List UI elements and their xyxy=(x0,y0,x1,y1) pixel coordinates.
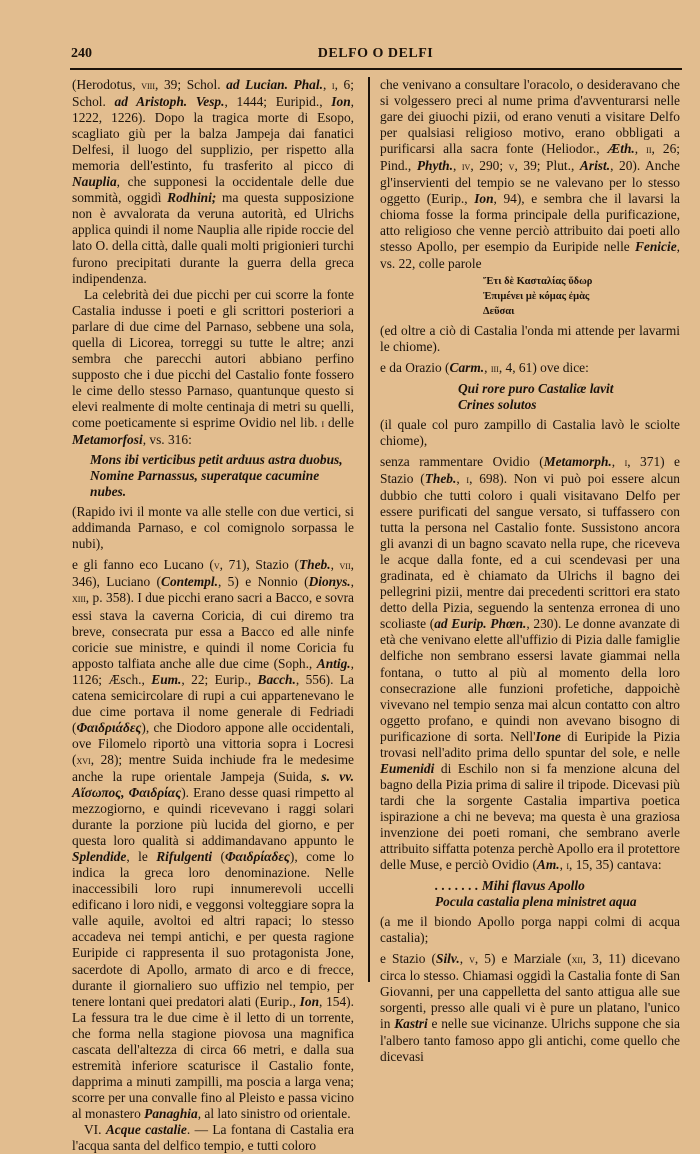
text-run: , 3, 11) dicevano circa lo stesso. Chiamasi oggidì la Castalia fonte di San Giovanni, per una cappelletta del santo attigua alle sue sorgenti, presso alle quali vi è pure un platano, l'unico in xyxy=(380,951,680,1032)
emphasized-text: ad Lucian. Phal. xyxy=(226,77,323,92)
quote-line: Crines solutos xyxy=(458,396,537,412)
text-run: , le xyxy=(126,849,157,865)
emphasized-text: Phyth. xyxy=(416,158,453,174)
emphasized-text: Theb. xyxy=(424,470,457,486)
emphasized-text: ad Aristoph. Vesp. xyxy=(114,94,225,110)
text-run: , 290; xyxy=(470,158,509,174)
text-run: ). Erano desse quasi rimpetto al mezzogiorno, e quindi ricevevano i raggi solari durante la porzione più lucida del giorno, e per questa loro qualità si addimandavano appunto le xyxy=(72,785,354,849)
section-heading-paragraph xyxy=(72,1122,354,1154)
text-run: che venivano a consultare l'oracolo, o desideravano che si volgessero preci al nume prima d'avventurarsi nelle gare dei giuochi pizii, od erano venuti a visitare Delfo per qualsiasi religioso motivo, erano obbligati a purificarsi alla sacra fonte (Heliodor., xyxy=(380,77,680,157)
roman-numeral: xvi xyxy=(76,754,91,767)
roman-numeral: v xyxy=(213,560,220,573)
emphasized-text: Fenicie xyxy=(634,239,677,255)
emphasized-text: Antig. xyxy=(316,655,351,671)
emphasized-text: Ion xyxy=(299,993,320,1009)
page-header xyxy=(68,46,683,66)
roman-numeral: i xyxy=(331,80,335,92)
text-run: , p. 358). I due picchi erano sacri a Bacco, e sovra essi stava la caverna Coricia, di cui diremo tra breve, consecrata pur essa a Bacco ed alle ninfe coricie sue ministre, e quindi il nome Coricia fu apposto talfiata anche alle due cime (Soph., xyxy=(72,590,354,671)
emphasized-text: Ione xyxy=(535,728,561,744)
emphasized-text: Eumenidi xyxy=(380,760,435,776)
paragraph xyxy=(380,951,680,1064)
text-run: di Eschilo non si fa menzione alcuna del bagno della Pizia prima di salire il tripode. Dicevasi più tardi che la sorgente Castalia impartiva poetica ispirazione a chi ne beveva; ma questa è una graziosa invenzione dei poeti romani, che sembrano averle attribuito siffatta potenza perchè Apollo era il protettore delle Muse, e perciò Ovidio ( xyxy=(380,760,680,873)
text-run: . — La fontana di Castalia era l'acqua santa del delfico tempio, e tutti coloro xyxy=(72,1122,354,1154)
roman-numeral: iii xyxy=(490,362,499,375)
text-run: , 4, 61) ove dice: xyxy=(498,359,589,375)
text-run: , 1126; Æsch., xyxy=(72,655,354,687)
text-run: , 1222, 1226). Dopo la tragica morte di Esopo, scagliato giù per la balza Jampeja dai fanatici Delfesi, il luogo del supplizio, per rispetto alla memoria dell'estinto, fu trasferito al picco di xyxy=(72,94,354,174)
paragraph xyxy=(72,77,354,287)
emphasized-text: Ion xyxy=(474,191,494,207)
emphasized-text: Æth. xyxy=(607,141,635,157)
text-run: , xyxy=(611,453,625,469)
text-run: , 698). Non vi può poi essere alcun dubbio che tutti coloro i quali visitavano Delfo per essere purificati del sangue versato, si tuffassero con tutta la persona nel Castalio fonte. Sussistono ancora gli avanzi di un bagno scavato nella rupe, che riceveva le acque dalla fonte, ed a cui scendevasi per una gradinata, ed è chiamato da Ulrichs il bagno dei pellegrini pizii, mentre dai precedenti scrittori era stato detto della Pizia, seguendo la sentenza erronea di uno scoliaste ( xyxy=(380,470,680,632)
text-run: , 5) e Nonnio ( xyxy=(217,574,309,590)
emphasized-text: Panaghia xyxy=(144,1105,198,1121)
text-run: , 371) e Stazio ( xyxy=(380,453,680,486)
text-run: ), che Diodoro appone alle occidentali, ove Filomelo riportò una vittoria sopra i Locresi ( xyxy=(72,719,354,767)
text-run: , al lato sinistro od orientale. xyxy=(197,1105,351,1121)
latin-quote xyxy=(90,452,354,500)
text-run: ( xyxy=(212,849,225,865)
emphasized-text: Metamorph. xyxy=(543,453,612,469)
text-run: e gli fanno eco Lucano ( xyxy=(72,557,214,573)
text-run: e da Orazio ( xyxy=(380,359,450,375)
emphasized-text: Nauplia xyxy=(72,174,117,190)
roman-numeral: i xyxy=(566,860,569,873)
emphasized-text: Silv. xyxy=(436,951,460,967)
paragraph xyxy=(72,287,354,448)
text-run: La celebrità dei due picchi per cui scorre la fonte Castalia indusse i poeti e gli scrittori posteriori a parlare di due cime del Parnaso, sebbene una sola, quella di Licorea, torreggi su tutte le altre; anzi sembra che parecchi autori abbiano perfino supposto che i due picchi del Castalio fonte fossero le cime dello stesso Parnaso, quantunque questo si elevi realmente di molte centinaja di metri su quelli, come poeticamente si esprime Ovidio nel lib. xyxy=(72,286,354,430)
roman-numeral: v xyxy=(469,954,475,967)
text-run: , 230). Le donne avanzate di età che venivano elette all'uffizio di Pizia dalle famiglie delfiche non sembrano essersi lavate giammai nella fontana, o tutto al più al momento della loro consecrazione alle funzioni profetiche, dappoichè vivevano nel tempio senza mai alcun contatto con altro oggetto profano, e quindi non avevano bisogno di purificazione di sorta. Nell' xyxy=(380,616,681,744)
page-number: 240 xyxy=(71,46,92,61)
column-divider xyxy=(368,77,370,982)
latin-quote xyxy=(435,878,680,910)
paragraph: (ed oltre a ciò di Castalia l'onda mi attende per lavarmi le chiome). xyxy=(380,322,680,354)
text-run: , 28); mentre Suida inchiude fra le medesime anche la rupe orientale Jampeja (Suida, xyxy=(72,751,354,784)
text-run: , vs. 316: xyxy=(142,432,192,448)
roman-numeral: viii xyxy=(141,80,155,92)
roman-numeral: iv xyxy=(461,161,471,174)
paragraph: (Rapido ivi il monte va alle stelle con due vertici, si addimanda Parnaso, e col comignolo sorpassa le nubi), xyxy=(72,504,354,552)
left-column xyxy=(72,77,354,1154)
emphasized-text: Rodhini; xyxy=(167,190,217,206)
text-run: delle xyxy=(324,414,354,430)
text-run: , 556). La catena semicircolare di rupi a cui appartenevano le due cime portava il nome generale di Fedriadi ( xyxy=(72,671,355,735)
quote-line: Mons ibi verticibus petit arduus astra duobus, xyxy=(90,452,343,468)
text-run: , 22; Eurip., xyxy=(181,671,258,687)
text-run: , xyxy=(452,158,462,174)
quote-line: Δεῦσαι xyxy=(483,305,515,317)
text-run: di Euripide la Pizia trovasi nell'adito prima dello spuntar del sole, e nelle xyxy=(380,728,681,760)
emphasized-text: Contempl. xyxy=(161,574,218,590)
roman-numeral: xiii xyxy=(72,593,86,606)
text-run: ), come lo indica la greca loro denominazione. Nelle inaccessibili loro rupi innumerevoli uccelli edificano i loro nidi, e veggonsi volteggiare sopra la valle aquile, avoltoi ed altri rapaci; lo stesso accadeva nei tempi antichi, e per questa ragione Euripide ci rappresenta il suo protagonista Jone, sacerdote di Apollo, armato di arco e di frecce, durante il giornaliero suo uffizio nel tempio, per tenere lontani quei predatori alati (Eurip., xyxy=(72,849,354,1009)
roman-numeral: xii xyxy=(571,954,583,967)
right-column xyxy=(380,77,680,1065)
emphasized-text: Acque castalie xyxy=(105,1122,187,1137)
text-run: , 26; Pind., xyxy=(380,141,681,174)
emphasized-text: Kastri xyxy=(394,1016,428,1032)
text-run: , xyxy=(456,470,467,486)
emphasized-text: Am. xyxy=(536,857,560,873)
latin-quote xyxy=(458,381,680,413)
emphasized-text: ad Eurip. Phœn. xyxy=(434,616,527,632)
emphasized-text: Eum. xyxy=(151,671,182,687)
quote-line: Qui rore puro Castaliæ lavit xyxy=(458,380,614,396)
text-run: , 346), Luciano ( xyxy=(72,557,354,590)
text-run: , 15, 35) cantava: xyxy=(569,857,662,873)
roman-numeral: i xyxy=(321,417,325,430)
text-run: , 20). Anche gl'inservienti del tempio se ne valevano per lo stesso oggetto (Eurip., xyxy=(380,158,680,207)
text-run: , 5) e Marziale ( xyxy=(474,951,572,967)
paragraph xyxy=(380,360,680,377)
text-run: , xyxy=(559,857,567,873)
header-rule xyxy=(70,68,682,70)
roman-numeral: vii xyxy=(339,560,351,573)
roman-numeral: i xyxy=(466,473,470,486)
text-run: , xyxy=(484,359,491,375)
emphasized-text: Metamorfosi xyxy=(72,432,143,448)
text-run: , xyxy=(634,141,647,157)
text-run: , che supponesi la occidentale delle due sommità, oggidì xyxy=(72,174,354,206)
emphasized-text: Dionys. xyxy=(308,574,351,590)
text-run: , xyxy=(350,574,354,590)
emphasized-text: Αἴσωπος, Φαιδρίας xyxy=(72,785,182,801)
emphasized-text: Rifulgenti xyxy=(156,849,213,865)
quote-line: Nomine Parnassus, superatque cacumine nubes. xyxy=(90,468,320,500)
roman-numeral: ii xyxy=(646,144,652,157)
roman-numeral: i xyxy=(624,456,628,469)
text-run: , 71), Stazio ( xyxy=(219,557,299,573)
emphasized-text: Theb. xyxy=(298,557,331,573)
quote-line: Ἐπιμένει μὲ κόμας ἐμὰς xyxy=(483,290,590,302)
text-run: , 6; Schol. xyxy=(72,77,354,110)
emphasized-text: s. vv. xyxy=(321,768,354,784)
emphasized-text: Arist. xyxy=(579,158,611,174)
emphasized-text: Ion xyxy=(331,94,351,110)
emphasized-text: Φαιδρίαδες xyxy=(224,849,290,865)
paragraph xyxy=(72,557,354,1122)
text-run: , 39; Schol. xyxy=(155,77,227,92)
text-run: , xyxy=(330,557,340,573)
text-run: , xyxy=(459,951,470,967)
roman-numeral: v xyxy=(508,161,515,174)
paragraph xyxy=(380,77,680,272)
text-run: VI. xyxy=(84,1122,106,1137)
quote-line: . . . . . . . Mihi flavus Apollo xyxy=(435,878,585,894)
text-run: ma questa supposizione non è avvalorata da veruna autorità, ed Ulrichs applica quindi il nome Nauplia alle ripide roccie del lato O. della città, dalle quali molti prigionieri turchi furono precipitati durante la guerra della greca indipendenza. xyxy=(72,190,354,286)
text-run: e nelle sue vicinanze. Ulrichs suppone che sia l'albero tanto famoso appo gli antichi, come quello che dicevasi xyxy=(380,1016,680,1064)
greek-quote xyxy=(483,274,680,319)
emphasized-text: Φαιδριάδες xyxy=(76,719,142,735)
running-title: DELFO O DELFI xyxy=(317,46,434,61)
emphasized-text: Splendide xyxy=(72,849,127,865)
text-run: , 1444; Euripid., xyxy=(224,94,332,110)
text-run: , xyxy=(322,77,332,92)
paragraph: (il quale col puro zampillo di Castalia lavò le sciolte chiome), xyxy=(380,416,680,448)
quote-line: Pocula castalia plena ministret aqua xyxy=(435,894,637,910)
text-run: (Herodotus, xyxy=(72,77,142,92)
text-run: e Stazio ( xyxy=(380,951,436,967)
emphasized-text: Carm. xyxy=(449,359,485,375)
text-run: senza rammentare Ovidio ( xyxy=(380,453,544,469)
paragraph: (a me il biondo Apollo porga nappi colmi di acqua castalia); xyxy=(380,914,680,946)
text-run: , vs. 22, colle parole xyxy=(380,239,680,271)
text-run: , 154). La fessura tra le due cime è il letto di un torrente, che forma nella stagione piovosa una magnifica cascata dell'altezza di circa 66 metri, e dalla sua estremità inferiore scaturisce il Castalio fonte, dapprima a minuti zampilli, ma poscia a larga vena; scorre per una convalle fino al Pleisto e passa vicino al monastero xyxy=(72,993,354,1121)
quote-line: Ἔτι δὲ Κασταλίας ὕδωρ xyxy=(483,275,593,287)
text-run: , 94), e sembra che il lavarsi la chioma fosse la forma principale della purificazione, atto religioso che venne perciò attribuito dai poeti allo stesso Apollo, per esempio da Euripide nelle xyxy=(380,191,680,255)
text-run: , 39; Plut., xyxy=(514,158,580,174)
paragraph xyxy=(380,454,680,874)
emphasized-text: Bacch. xyxy=(257,671,296,687)
